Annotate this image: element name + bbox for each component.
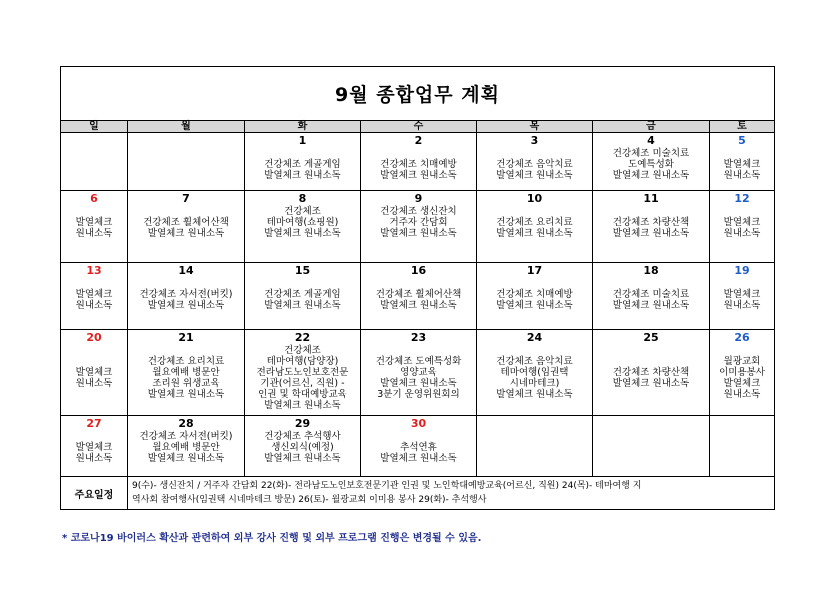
day-number: 11 <box>643 192 659 205</box>
day-cell <box>128 416 245 477</box>
day-activities <box>593 148 709 181</box>
activity-line: 발열체크 원내소독 <box>612 170 690 181</box>
week-row <box>61 416 775 477</box>
day-number: 29 <box>294 417 311 430</box>
activity-line: 건강체조 요리치료 <box>147 356 225 367</box>
weekday-header <box>61 121 775 133</box>
activity-line <box>361 345 476 356</box>
week-row <box>61 191 775 263</box>
day-cell <box>128 330 245 416</box>
activity-line: 발열체크 원내소독 <box>612 228 690 239</box>
day-number: 23 <box>410 331 427 344</box>
main-schedule-row <box>61 477 775 510</box>
activity-line: 도예특성화 <box>628 159 674 170</box>
day-activities <box>128 345 244 400</box>
activity-line <box>245 278 360 289</box>
calendar-weeks <box>61 133 775 477</box>
day-number: 27 <box>86 417 102 430</box>
weekday-sat: 토 <box>710 121 775 133</box>
day-cell <box>710 330 775 416</box>
main-schedule-line: 역사회 참여행사(임권택 시네마테크 방문) 26(토)- 월광교회 이미용 봉사 29(화)- 추석행사 <box>132 495 487 505</box>
day-cell <box>477 263 593 330</box>
day-activities <box>710 278 774 311</box>
activity-line <box>61 206 127 217</box>
day-number: 18 <box>643 264 659 277</box>
day-cell <box>477 330 593 416</box>
day-cell <box>593 416 710 477</box>
day-activities <box>477 345 592 400</box>
activity-line: 원내소독 <box>723 170 761 181</box>
activity-line: 원내소독 <box>75 453 113 464</box>
activity-line: 기관(어르신, 직원) - <box>260 378 345 389</box>
day-activities <box>128 206 244 239</box>
day-cell <box>61 416 128 477</box>
activity-line: 발열체크 <box>75 289 113 300</box>
activity-line <box>128 206 244 217</box>
day-number: 13 <box>86 264 102 277</box>
activity-line <box>361 431 476 442</box>
day-activities <box>361 148 476 181</box>
activity-line <box>61 356 127 367</box>
activity-line: 발열체크 원내소독 <box>380 453 457 464</box>
day-activities <box>361 345 476 400</box>
day-activities <box>245 206 360 239</box>
activity-line: 발열체크 원내소독 <box>496 300 573 311</box>
activity-line: 원내소독 <box>723 389 761 400</box>
activity-line: 건강체조 <box>284 206 321 217</box>
activity-line: 원내소독 <box>75 228 113 239</box>
day-activities <box>61 206 127 239</box>
activity-line: 테마여행(쇼핑원) <box>266 217 339 228</box>
day-cell <box>61 191 128 263</box>
main-schedule-line: 9(수)- 생신잔치 / 거주자 간담회 22(화)- 전라남도노인보호전문기관 인권 및 노인학대예방교육(어르신, 직원) 24(목)- 테마여행 지 <box>132 481 642 491</box>
week-row <box>61 133 775 191</box>
main-schedule-label: 주요일정 <box>61 477 128 510</box>
activity-line: 건강체조 치매예방 <box>380 159 457 170</box>
weekday-sun: 일 <box>61 121 128 133</box>
activity-line <box>593 345 709 356</box>
activity-line: 발열체크 원내소독 <box>612 378 690 389</box>
day-cell <box>361 191 477 263</box>
activity-line: 발열체크 <box>75 442 113 453</box>
day-number: 21 <box>178 331 194 344</box>
day-number: 10 <box>526 192 543 205</box>
activity-line: 영양교육 <box>400 367 437 378</box>
day-number: 12 <box>734 192 750 205</box>
activity-line <box>61 278 127 289</box>
activity-line: 발열체크 <box>75 217 113 228</box>
day-cell <box>128 263 245 330</box>
day-activities <box>245 148 360 181</box>
day-activities <box>593 345 709 389</box>
activity-line: 발열체크 원내소독 <box>612 300 690 311</box>
day-number: 6 <box>90 192 98 205</box>
day-activities <box>477 206 592 239</box>
activity-line: 건강체조 미술치료 <box>612 289 690 300</box>
day-number: 19 <box>734 264 750 277</box>
activity-line: 발열체크 원내소독 <box>147 389 225 400</box>
day-number: 5 <box>738 134 746 147</box>
activity-line: 발열체크 원내소독 <box>147 228 225 239</box>
activity-line: 월광교회 <box>723 356 761 367</box>
weekday-wed: 수 <box>361 121 477 133</box>
day-cell <box>361 263 477 330</box>
day-cell <box>710 191 775 263</box>
activity-line <box>245 148 360 159</box>
day-number: 25 <box>643 331 659 344</box>
activity-line: 발열체크 <box>723 378 761 389</box>
day-cell <box>710 263 775 330</box>
day-cell <box>61 330 128 416</box>
day-activities <box>710 206 774 239</box>
day-cell <box>477 191 593 263</box>
day-number: 7 <box>182 192 190 205</box>
activity-line: 원내소독 <box>75 300 113 311</box>
day-activities <box>61 278 127 311</box>
day-number <box>477 418 592 431</box>
activity-line: 이미용봉사 <box>719 367 765 378</box>
activity-line <box>477 345 592 356</box>
day-number <box>710 418 774 431</box>
activity-line: 건강체조 요리치료 <box>496 217 573 228</box>
activity-line <box>61 431 127 442</box>
activity-line: 테마여행(임권택 <box>500 367 569 378</box>
day-number: 1 <box>298 134 307 147</box>
day-cell <box>361 133 477 191</box>
activity-line <box>61 345 127 356</box>
activity-line: 조리원 위생교육 <box>152 378 220 389</box>
activity-line: 발열체크 원내소독 <box>380 378 457 389</box>
activity-line: 원내소독 <box>75 378 113 389</box>
day-number: 9 <box>414 192 423 205</box>
activity-line <box>593 278 709 289</box>
activity-line: 발열체크 원내소독 <box>264 170 341 181</box>
activity-line <box>477 148 592 159</box>
activity-line: 3분기 운영위원회의 <box>377 389 460 400</box>
weekday-mon: 월 <box>128 121 245 133</box>
activity-line: 건강체조 게골게임 <box>264 289 341 300</box>
activity-line: 월요예배 병문안 <box>152 442 220 453</box>
day-activities <box>710 345 774 400</box>
day-activities <box>245 345 360 411</box>
day-cell <box>593 330 710 416</box>
activity-line <box>477 278 592 289</box>
calendar-table <box>60 66 775 510</box>
day-number <box>128 135 244 148</box>
activity-line: 생신외식(예정) <box>271 442 334 453</box>
day-cell <box>593 263 710 330</box>
activity-line: 건강체조 추석행사 <box>264 431 341 442</box>
day-number: 28 <box>178 417 194 430</box>
day-activities <box>128 431 244 464</box>
activity-line: 발열체크 원내소독 <box>264 453 341 464</box>
day-number <box>593 418 709 431</box>
day-activities <box>128 278 244 311</box>
activity-line <box>477 206 592 217</box>
activity-line: 발열체크 <box>723 217 761 228</box>
day-activities <box>593 278 709 311</box>
day-cell <box>245 191 361 263</box>
activity-line: 발열체크 원내소독 <box>496 389 573 400</box>
day-activities <box>245 431 360 464</box>
calendar-sheet <box>60 66 774 510</box>
day-activities <box>477 278 592 311</box>
activity-line: 건강체조 음악치료 <box>496 356 573 367</box>
day-number: 30 <box>410 417 427 430</box>
weekday-thu: 목 <box>477 121 593 133</box>
activity-line: 발열체크 원내소독 <box>380 300 457 311</box>
activity-line: 발열체크 <box>723 159 761 170</box>
day-cell <box>477 416 593 477</box>
day-cell <box>245 416 361 477</box>
day-activities <box>710 148 774 181</box>
day-number: 4 <box>647 134 655 147</box>
activity-line: 테마여행(담양장) <box>266 356 339 367</box>
day-cell <box>361 330 477 416</box>
day-cell <box>61 133 128 191</box>
activity-line: 월요예배 병문안 <box>152 367 220 378</box>
activity-line <box>593 356 709 367</box>
day-activities <box>361 431 476 464</box>
day-number: 14 <box>178 264 194 277</box>
activity-line <box>710 206 774 217</box>
day-activities <box>593 206 709 239</box>
activity-line: 전라남도노인보호전문 <box>256 367 349 378</box>
day-cell <box>593 133 710 191</box>
day-cell <box>128 133 245 191</box>
week-row <box>61 330 775 416</box>
activity-line: 발열체크 원내소독 <box>264 228 341 239</box>
activity-line: 발열체크 원내소독 <box>147 453 225 464</box>
activity-line: 추석연휴 <box>400 442 437 453</box>
day-activities <box>477 148 592 181</box>
day-number <box>61 135 127 148</box>
activity-line <box>361 278 476 289</box>
activity-line: 거주자 간담회 <box>389 217 448 228</box>
day-cell <box>361 416 477 477</box>
page-title: 9월 종합업무 계획 <box>61 67 775 121</box>
day-cell <box>245 263 361 330</box>
activity-line: 발열체크 원내소독 <box>496 228 573 239</box>
day-number: 8 <box>298 192 307 205</box>
activity-line <box>593 206 709 217</box>
activity-line: 건강체조 미술치료 <box>612 148 690 159</box>
activity-line: 건강체조 생신잔치 <box>380 206 457 217</box>
activity-line: 발열체크 원내소독 <box>496 170 573 181</box>
day-cell <box>477 133 593 191</box>
activity-line: 발열체크 <box>723 289 761 300</box>
day-activities <box>361 278 476 311</box>
day-cell <box>245 133 361 191</box>
day-cell <box>245 330 361 416</box>
activity-line: 시네마테크) <box>509 378 560 389</box>
day-activities <box>61 345 127 389</box>
day-number: 3 <box>530 134 539 147</box>
weekday-tue: 화 <box>245 121 361 133</box>
day-number: 17 <box>526 264 543 277</box>
main-schedule-text <box>128 477 775 510</box>
activity-line: 발열체크 원내소독 <box>380 228 457 239</box>
weekday-fri: 금 <box>593 121 710 133</box>
activity-line: 발열체크 원내소독 <box>264 300 341 311</box>
day-cell <box>61 263 128 330</box>
activity-line: 발열체크 원내소독 <box>264 400 341 411</box>
activity-line <box>710 345 774 356</box>
day-cell <box>710 133 775 191</box>
day-activities <box>245 278 360 311</box>
activity-line: 발열체크 원내소독 <box>380 170 457 181</box>
activity-line <box>361 148 476 159</box>
activity-line: 건강체조 게골게임 <box>264 159 341 170</box>
activity-line: 건강체조 <box>284 345 321 356</box>
day-number: 26 <box>734 331 750 344</box>
activity-line: 인권 및 학대예방교육 <box>258 389 347 400</box>
activity-line: 건강체조 음악치료 <box>496 159 573 170</box>
week-row <box>61 263 775 330</box>
activity-line: 건강체조 자서전(버킷) <box>139 289 233 300</box>
day-cell <box>710 416 775 477</box>
activity-line: 건강체조 차량산책 <box>612 367 690 378</box>
activity-line: 발열체크 <box>75 367 113 378</box>
activity-line <box>128 345 244 356</box>
day-cell <box>128 191 245 263</box>
activity-line: 건강체조 자서전(버킷) <box>139 431 233 442</box>
activity-line: 발열체크 원내소독 <box>147 300 225 311</box>
day-activities <box>61 431 127 464</box>
day-number: 20 <box>86 331 102 344</box>
activity-line: 건강체조 도예특성화 <box>375 356 462 367</box>
day-number: 24 <box>526 331 543 344</box>
activity-line <box>128 278 244 289</box>
activity-line: 원내소독 <box>723 300 761 311</box>
day-number: 15 <box>294 264 311 277</box>
day-cell <box>593 191 710 263</box>
day-number: 16 <box>410 264 427 277</box>
activity-line: 건강체조 휠체어산책 <box>143 217 229 228</box>
footnote: * 코로나19 바이러스 확산과 관련하여 외부 강사 진행 및 외부 프로그램 진행은 변경될 수 있음. <box>62 533 482 544</box>
activity-line <box>710 278 774 289</box>
activity-line: 건강체조 차량산책 <box>612 217 690 228</box>
activity-line: 원내소독 <box>723 228 761 239</box>
day-number: 2 <box>414 134 423 147</box>
activity-line: 건강체조 휠체어산책 <box>375 289 462 300</box>
activity-line <box>710 148 774 159</box>
day-activities <box>361 206 476 239</box>
activity-line: 건강체조 치매예방 <box>496 289 573 300</box>
day-number: 22 <box>294 331 311 344</box>
